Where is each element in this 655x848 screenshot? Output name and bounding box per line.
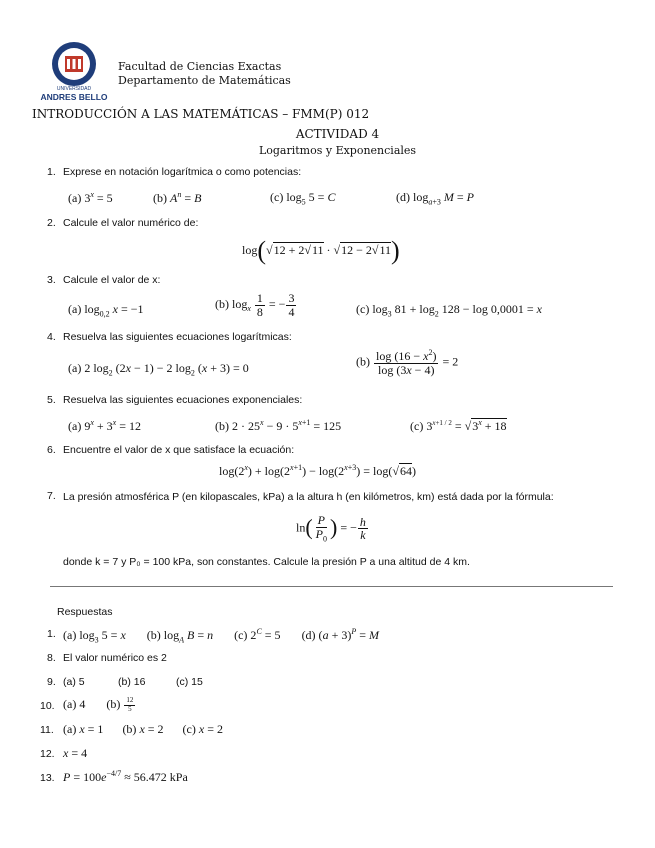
course-title: INTRODUCCIÓN A LAS MATEMÁTICAS – FMM(P) 012 <box>32 107 370 121</box>
question-3-number: 3. <box>47 274 56 286</box>
q5-part-b: (b) $2 \cdot 25^x - 9 \cdot 5^{x+1} = 125$ <box>215 418 342 433</box>
question-7-text: La presión atmosférica P (en kilopascales, kPa) a la altura h (en kilómetros, km) está dada por la fórmula: <box>63 491 554 503</box>
question-1-text: Exprese en notación logarítmica o como potencias: <box>63 166 302 178</box>
q1-part-b: (b) $A^n = B$ <box>153 190 202 205</box>
question-4-text: Resuelva las siguientes ecuaciones logarítmicas: <box>63 331 292 343</box>
question-4-number: 4. <box>47 331 56 343</box>
activity-title: ACTIVIDAD 4 <box>295 127 380 141</box>
answer-9-a: (a) 5 <box>63 676 85 688</box>
q2-expression: log(√12 + 2√11 · √12 − 2√11) <box>242 236 400 265</box>
question-6-number: 6. <box>47 444 56 456</box>
answer-10-number: 10. <box>40 700 55 712</box>
question-2-number: 2. <box>47 217 56 229</box>
answer-12-number: 12. <box>40 748 55 760</box>
q7-formula: ln( $\frac{P}{P_0}$ ) = − $\frac{h}{k}$ <box>296 513 366 543</box>
q3-part-a: (a) $\log_{0,2} x = -1$ <box>68 302 144 319</box>
question-6-text: Encuentre el valor de x que satisface la ecuación: <box>63 444 295 456</box>
q6-equation: $\log(2^x) + \log(2^{x+1}) - \log(2^{x+3}) = \log(√64)$ <box>219 463 416 478</box>
university-label: UNIVERSIDAD <box>56 86 92 92</box>
answer-8-content: El valor numérico es 2 <box>63 652 167 664</box>
answers-title: Respuestas <box>57 606 113 618</box>
department-name: Departamento de Matemáticas <box>118 74 291 87</box>
answer-9-b: (b) 16 <box>118 676 146 688</box>
q1-part-a: (a) $3^x = 5$ <box>68 190 113 205</box>
answer-11-number: 11. <box>40 724 54 736</box>
faculty-name: Facultad de Ciencias Exactas <box>118 60 282 73</box>
question-2-text: Calcule el valor numérico de: <box>63 217 199 229</box>
university-logo <box>34 38 114 104</box>
q1-part-c: (c) $\log_5 5 = C$ <box>270 190 336 207</box>
university-brand: ANDRES BELLO <box>40 92 108 102</box>
answer-1-content: (a) $\log_3 5 = x$ (b) $\log_A B = n$ (c) $2^C = 5$ (d) $(a + 3)^P = M$ <box>63 627 379 645</box>
question-5-number: 5. <box>47 394 56 406</box>
question-1-number: 1. <box>47 166 56 178</box>
answer-10-content: (a) 4 (b) $\frac{12}{5}$ <box>63 696 134 713</box>
answer-11-content: (a) x = 1 (b) x = 2 (c) x = 2 <box>63 722 223 736</box>
q3-part-b: (b) $\log_x$ $\frac{1}{8}$ = − $\frac{3}{4}$ <box>215 291 295 319</box>
answer-13-number: 13. <box>40 772 55 784</box>
question-7-tail: donde k = 7 y P₀ = 100 kPa, son constantes. Calcule la presión P a una altitud de 4 km. <box>63 556 470 568</box>
answer-12-content: x = 4 <box>63 746 88 760</box>
q4-part-b: (b) $\frac{\log (16 - x^2)}{\log (3x - 4)}$ = 2 <box>356 348 459 377</box>
section-divider <box>50 586 613 587</box>
question-7-number: 7. <box>47 490 56 502</box>
answer-1-number: 1. <box>47 628 56 640</box>
q1-part-d: (d) $\log_{a+3} M = P$ <box>396 190 474 207</box>
answer-9-number: 9. <box>47 676 56 688</box>
q4-part-a: (a) 2 $\log_2 (2x - 1) - 2$ $\log_2 (x + 3) = 0$ <box>68 361 249 378</box>
activity-topic: Logaritmos y Exponenciales <box>258 144 417 157</box>
q5-part-c: (c) $3^{x+1 / 2} = √3^x + 18$ <box>410 418 507 433</box>
answer-9-c: (c) 15 <box>176 676 203 688</box>
answer-8-number: 8. <box>47 652 56 664</box>
question-5-text: Resuelva las siguientes ecuaciones exponenciales: <box>63 394 303 406</box>
q3-part-c: (c) $\log_3 81 + \log_2 128 - \log 0,0001 = x$ <box>356 302 542 319</box>
question-3-text: Calcule el valor de x: <box>63 274 161 286</box>
answer-13-content: $P = 100e^{-4/7} \approx 56.472$ kPa <box>63 769 188 784</box>
q5-part-a: (a) $9^x + 3^x = 12$ <box>68 418 142 433</box>
